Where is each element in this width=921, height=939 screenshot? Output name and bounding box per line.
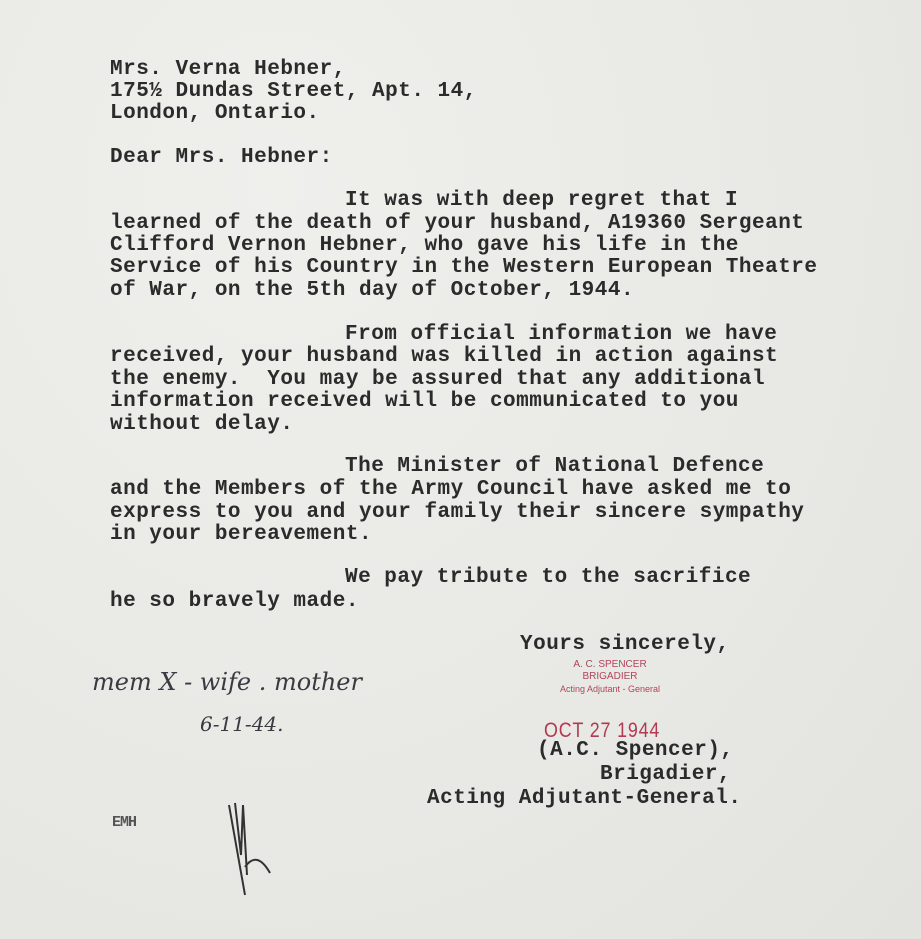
paragraph-line: in your bereavement. <box>110 523 373 546</box>
closing: Yours sincerely, <box>520 633 730 656</box>
handwritten-note: mem X - wife . mother <box>92 668 362 696</box>
signature-title: Acting Adjutant-General. <box>427 787 742 810</box>
name-stamp <box>540 659 680 695</box>
paragraph-line: express to you and your family their sincere sympathy <box>110 501 805 524</box>
signature-rank: Brigadier, <box>600 763 732 786</box>
stamp-line: BRIGADIER <box>582 671 638 682</box>
date-stamp: OCT 27 1944 <box>544 719 661 742</box>
handwritten-date: 6-11-44. <box>200 712 284 736</box>
paragraph-line: From official information we have <box>345 323 778 346</box>
paragraph-line: without delay. <box>110 413 294 436</box>
paragraph-line: learned of the death of your husband, A19360 Sergeant <box>110 212 805 235</box>
stamp-line: A. C. SPENCER <box>573 659 647 670</box>
initial-scrawl-icon <box>215 795 285 905</box>
address-line: 175½ Dundas Street, Apt. 14, <box>110 80 477 103</box>
paragraph-line: The Minister of National Defence <box>345 455 765 478</box>
paragraph-line: Clifford Vernon Hebner, who gave his life in the <box>110 234 739 257</box>
paragraph-line: of War, on the 5th day of October, 1944. <box>110 279 635 302</box>
stamp-line: Acting Adjutant - General <box>559 684 661 694</box>
paragraph-line: It was with deep regret that I <box>345 189 739 212</box>
typist-initials: EMH <box>112 814 137 831</box>
paragraph-line: received, your husband was killed in action against <box>110 345 779 368</box>
paragraph-line: We pay tribute to the sacrifice <box>345 566 752 589</box>
paragraph-line: and the Members of the Army Council have asked me to <box>110 478 792 501</box>
paragraph-line: information received will be communicated to you <box>110 390 739 413</box>
paragraph-line: the enemy. You may be assured that any additional <box>110 368 766 391</box>
address-line: Mrs. Verna Hebner, <box>110 58 346 81</box>
signature-name: (A.C. Spencer), <box>537 739 734 762</box>
paragraph-line: Service of his Country in the Western European Theatre <box>110 256 818 279</box>
address-line: London, Ontario. <box>110 102 320 125</box>
salutation: Dear Mrs. Hebner: <box>110 146 333 169</box>
paragraph-line: he so bravely made. <box>110 590 359 613</box>
